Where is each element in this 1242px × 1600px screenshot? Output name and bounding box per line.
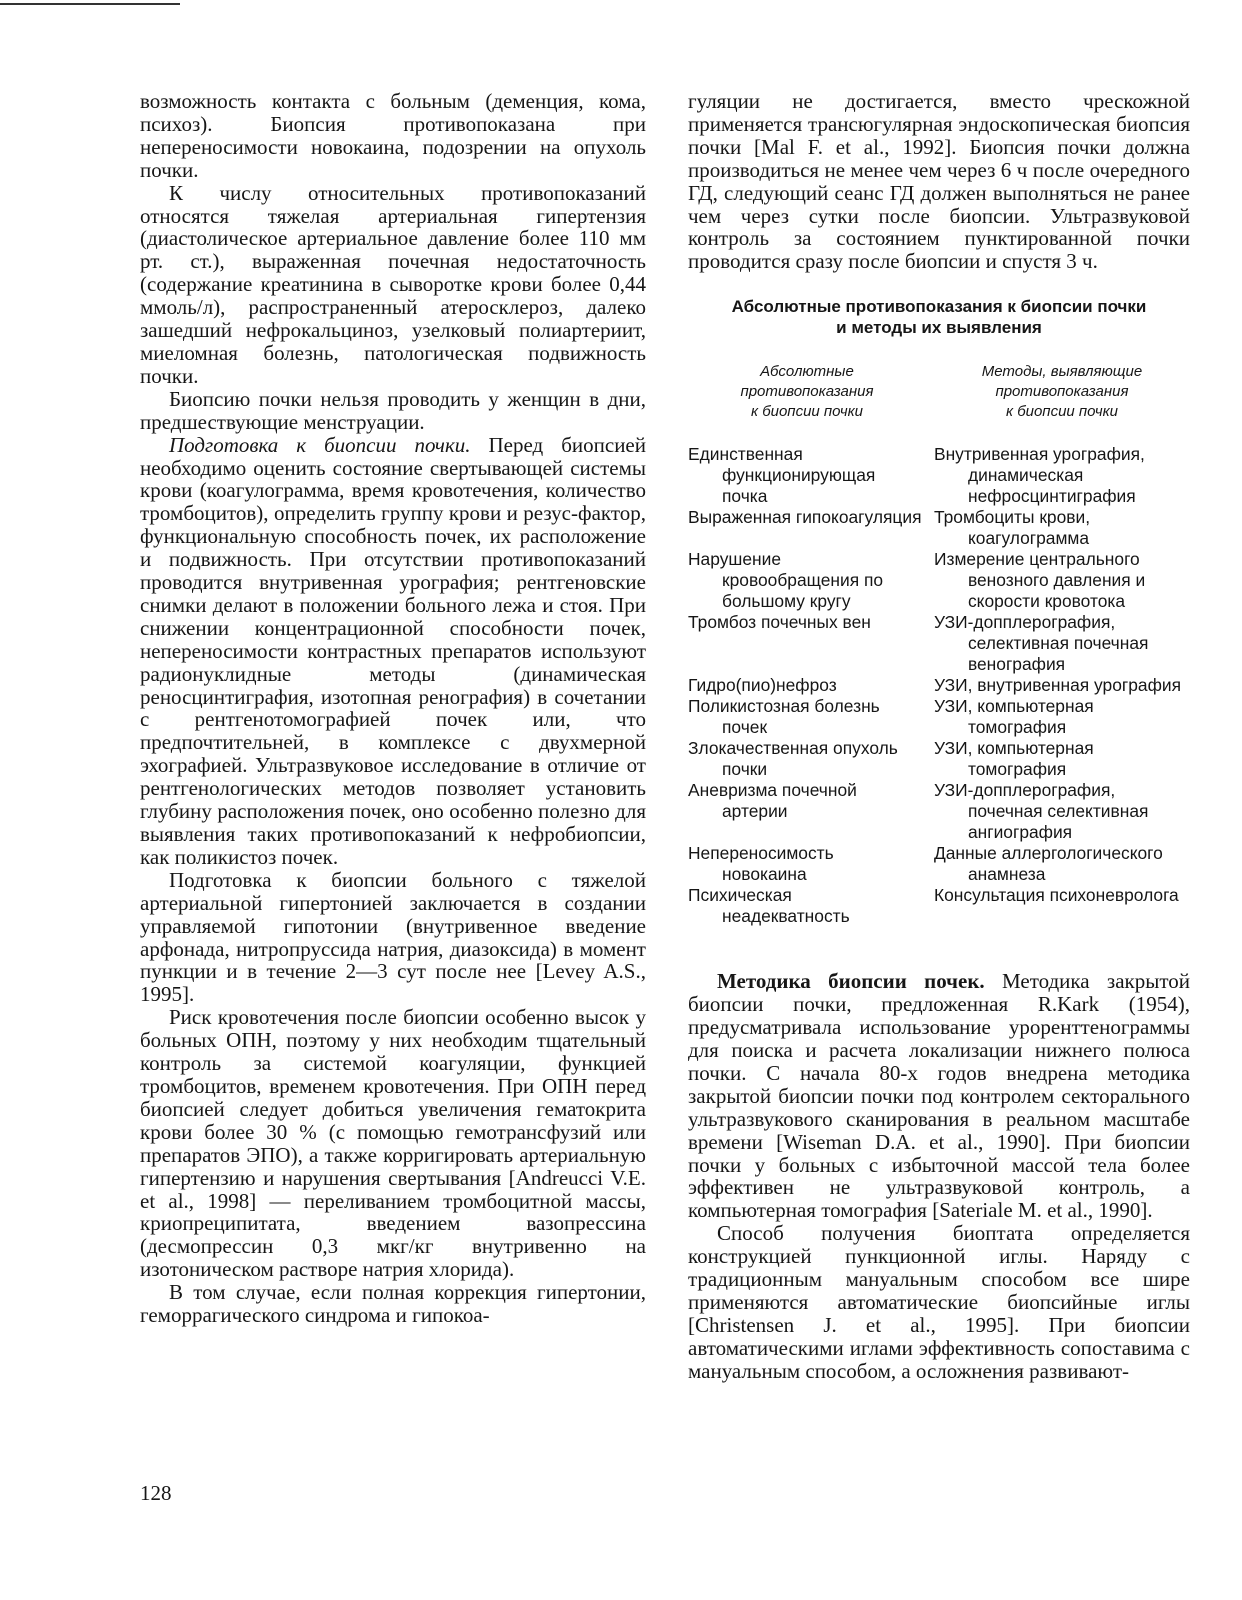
paragraph bbox=[140, 434, 646, 869]
paragraph: В том случае, если полная коррекция гипертонии, геморрагического синдрома и гипокоа- bbox=[140, 1280, 646, 1328]
contraindication-text: Непереносимость новокаина bbox=[688, 843, 834, 885]
contraindication-text: Нарушение кровообращения по большому кругу bbox=[688, 549, 884, 612]
method-cell bbox=[934, 444, 1190, 507]
method-text: УЗИ, внутривенная урография bbox=[933, 675, 1182, 696]
paragraph: К числу относительных противопоказаний относятся тяжелая артериальная гипертензия (диастолическое артериальное давление более 110 мм рт. ст.), выраженная почечная недостаточность (содержание креатинина в сыворотке крови более 0,44 ммоль/л), распространенный атеросклероз, далеко зашедший нефрокальциноз, узелковый полиартериит, миеломная болезнь, патологическая подвижность почки. bbox=[140, 180, 646, 388]
contraindication-cell bbox=[688, 780, 934, 843]
contraindication-text: Поликистозная болезнь почек bbox=[688, 696, 880, 738]
table-title-line: Абсолютные противопоказания к биопсии почки bbox=[731, 297, 1147, 317]
contraindication-cell bbox=[688, 507, 934, 549]
paragraph-lead: Подготовка к биопсии почки. bbox=[169, 432, 471, 457]
method-text: Консультация психоневролога bbox=[933, 885, 1179, 906]
header-line: к биопсии почки bbox=[750, 403, 864, 421]
contraindication-cell bbox=[688, 675, 934, 696]
method-text: УЗИ-допплерография, селективная почечная венография bbox=[933, 612, 1149, 675]
contraindication-cell bbox=[688, 738, 934, 780]
paragraph-text: Перед биопсией необходимо оценить состояние свертывающей системы крови (коагулограмма, время кровотечения, количество тромбоцитов), определить группу крови и резус-фактор, функциональную способность почек, их расположение и подвижность. При отсутствии противопоказаний проводится внутривенная урография; рентгеновские снимки делают в положении больного лежа и стоя. При снижении концентрационной способности почек, непереносимости контрастных препаратов используют радионуклидные методы (динамическая реносцинтиграфия, изотопная ренография) в сочетании с рентгенотомографией почек или, что предпочтительней, в комплексе с двухмерной эхографией. Ультразвуковое исследование в отличие от рентгенологических методов позволяет установить глубину расположения почек, оно особенно полезно для выявления таких противопоказаний к нефробиопсии, как поликистоз почек. bbox=[140, 432, 646, 869]
paragraph: Способ получения биоптата определяется конструкцией пункционной иглы. Наряду с традиционным мануальным способом все шире применяются автоматические биопсийные иглы [Christensen J. et al., 1995]. При биопсии автоматическими иглами эффективность сопоставима с мануальным способом, а осложнения развивают- bbox=[688, 1221, 1190, 1383]
method-text: Внутривенная урография, динамическая нефросцинтиграфия bbox=[933, 444, 1145, 507]
contraindication-text: Выраженная гипокоагуляция bbox=[688, 507, 922, 528]
table-title bbox=[688, 296, 1190, 338]
section-heading: Методика биопсии почек. bbox=[717, 969, 985, 994]
contraindication-cell bbox=[688, 549, 934, 612]
method-cell bbox=[934, 843, 1190, 885]
method-cell bbox=[934, 780, 1190, 843]
method-cell bbox=[934, 696, 1190, 738]
contraindication-text: Психическая неадекватность bbox=[688, 885, 850, 927]
header-rule bbox=[0, 3, 180, 5]
paragraph: возможность контакта с больным (деменция, кома, психоз). Биопсия противопоказана при непереносимости новокаина, подозрении на опухоль почки. bbox=[140, 89, 646, 182]
contraindication-cell bbox=[688, 612, 934, 675]
table-row bbox=[688, 612, 1190, 675]
header-line: Абсолютные bbox=[760, 363, 854, 381]
contraindications-table bbox=[688, 362, 1190, 927]
paragraph-text: Методика закрытой биопсии почки, предложенная R.Kark (1954), предусматривала использование уроренттенограммы для поиска и расчета локализации нижнего полюса почки. С начала 80-х годов внедрена методика закрытой биопсии почки под контролем секторального ультразвукового сканирования в реальном масштабе времени [Wiseman D.A. et al., 1990]. При биопсии почки у больных с избыточной массой тела более эффективен не ультразвуковой контроль, а компьютерная томография [Sateriale M. et al., 1990]. bbox=[688, 969, 1190, 1223]
header-line: противопоказания bbox=[740, 383, 874, 401]
paragraph bbox=[688, 970, 1190, 1222]
method-cell bbox=[934, 885, 1190, 927]
method-text: УЗИ, компьютерная томография bbox=[933, 738, 1094, 780]
method-text: Данные аллергологического анамнеза bbox=[933, 843, 1163, 885]
method-cell bbox=[934, 507, 1190, 549]
contraindication-text: Аневризма почечной артерии bbox=[688, 780, 857, 822]
right-column bbox=[688, 90, 1190, 1383]
contraindication-text: Тромбоз почечных вен bbox=[688, 612, 871, 633]
table-row bbox=[688, 507, 1190, 549]
header-line: Методы, выявляющие bbox=[981, 363, 1143, 381]
table-row bbox=[688, 738, 1190, 780]
contraindication-text: Единственная функционирующая почка bbox=[688, 444, 876, 507]
page-number: 128 bbox=[140, 1481, 172, 1505]
method-cell bbox=[934, 612, 1190, 675]
left-column bbox=[140, 90, 646, 1327]
paragraph: Биопсию почки нельзя проводить у женщин в дни, предшествующие менструации. bbox=[140, 386, 646, 434]
table-header-methods bbox=[934, 362, 1190, 444]
table-header-contraindications bbox=[688, 362, 934, 444]
paragraph: Риск кровотечения после биопсии особенно высок у больных ОПН, поэтому у них необходим тщательный контроль за системой коагуляции, функцией тромбоцитов, временем кровотечения. При ОПН перед биопсией следует добиться увеличения гематокрита крови более 30 % (с помощью гемотрансфузий или препаратов ЭПО), а также корригировать артериальную гипертензию и нарушения свертывания [Andreucci V.E. et al., 1998] — переливанием тромбоцитной массы, криопреципитата, введением вазопрессина (десмопрессин 0,3 мкг/кг внутривенно на изотоническом растворе натрия хлорида). bbox=[140, 1005, 646, 1282]
table-row bbox=[688, 696, 1190, 738]
contraindication-text: Гидро(пио)нефроз bbox=[688, 675, 837, 696]
table-row bbox=[688, 549, 1190, 612]
method-cell bbox=[934, 675, 1190, 696]
table-row bbox=[688, 675, 1190, 696]
table-row bbox=[688, 444, 1190, 507]
header-line: противопоказания bbox=[995, 383, 1129, 401]
table-row bbox=[688, 780, 1190, 843]
table-row bbox=[688, 843, 1190, 885]
method-text: Измерение центрального венозного давления и скорости кровотока bbox=[933, 549, 1146, 612]
method-cell bbox=[934, 738, 1190, 780]
contraindication-cell bbox=[688, 696, 934, 738]
header-line: к биопсии почки bbox=[1005, 403, 1119, 421]
method-text: УЗИ, компьютерная томография bbox=[933, 696, 1094, 738]
contraindication-cell bbox=[688, 444, 934, 507]
contraindication-cell bbox=[688, 885, 934, 927]
method-text: Тромбоциты крови, коагулограмма bbox=[933, 507, 1091, 549]
table-row bbox=[688, 885, 1190, 927]
table-title-line: и методы их выявления bbox=[836, 318, 1042, 338]
contraindication-text: Злокачественная опухоль почки bbox=[688, 738, 898, 780]
method-text: УЗИ-допплерография, почечная селективная ангиография bbox=[933, 780, 1149, 843]
contraindication-cell bbox=[688, 843, 934, 885]
paragraph: Подготовка к биопсии больного с тяжелой артериальной гипертонией заключается в создании управляемой гипотонии (внутривенное введение арфонада, нитропруссида натрия, диазоксида) в момент пункции и в течение 2—3 сут после нее [Levey A.S., 1995]. bbox=[140, 867, 646, 1007]
table-body bbox=[688, 444, 1190, 927]
paragraph: гуляции не достигается, вместо чрескожной применяется трансюгулярная эндоскопическая биопсия почки [Mal F. et al., 1992]. Биопсия почки должна производиться не менее чем через 6 ч после очередного ГД, следующий сеанс ГД должен выполняться не ранее чем через сутки после биопсии. Ультразвуковой контроль за состоянием пунктированной почки проводится сразу после биопсии и спустя 3 ч. bbox=[688, 89, 1190, 274]
method-cell bbox=[934, 549, 1190, 612]
